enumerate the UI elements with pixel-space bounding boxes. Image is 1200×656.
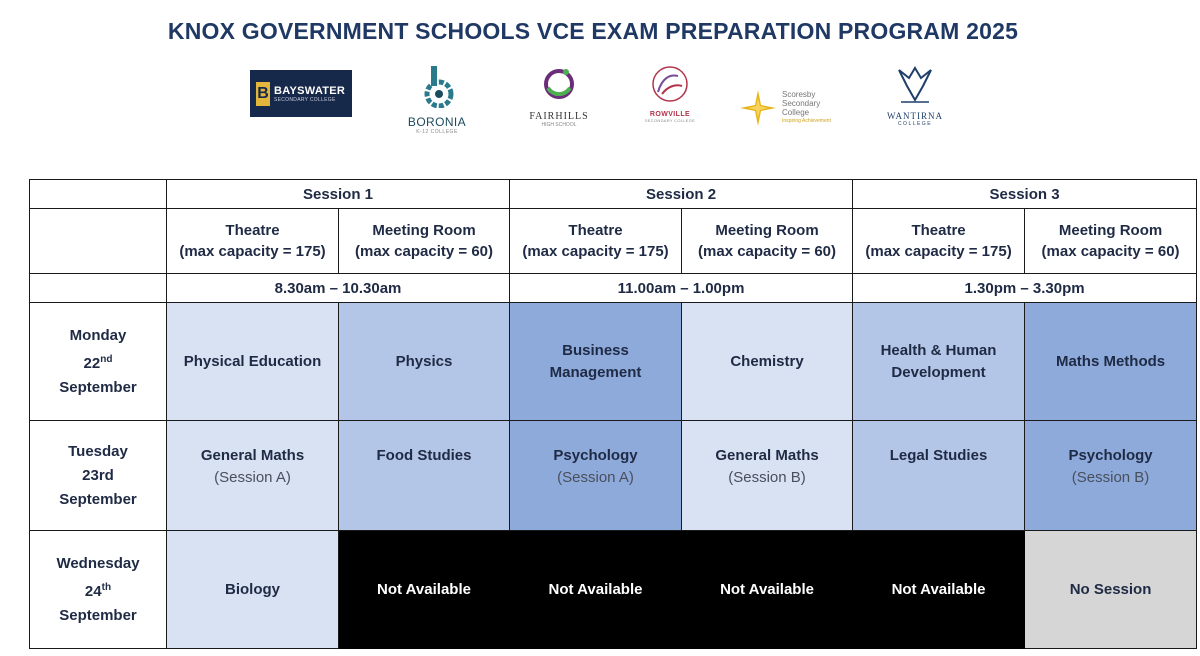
session-3-time: 1.30pm – 3.30pm <box>853 274 1197 303</box>
time-row <box>30 274 1197 303</box>
schedule-cell: Business Management <box>510 303 682 421</box>
wantirna-bird-icon <box>893 64 937 106</box>
schedule-cell: Health & Human Development <box>853 303 1025 421</box>
wantirna-sub: COLLEGE <box>897 121 933 127</box>
boronia-b-icon <box>417 66 457 108</box>
page-title: KNOX GOVERNMENT SCHOOLS VCE EXAM PREPARATION PROGRAM 2025 <box>167 18 1019 44</box>
scoresby-logo <box>738 72 842 144</box>
schedule-cell: Maths Methods <box>1025 303 1197 421</box>
scoresby-line2: Secondary <box>782 99 821 108</box>
rowville-logo <box>640 64 700 136</box>
session-2-time: 11.00am – 1.00pm <box>510 274 853 303</box>
rowville-name: ROWVILLE <box>649 111 691 118</box>
room-header-theatre: Theatre (max capacity = 175) <box>510 209 682 274</box>
rowville-emblem-icon <box>648 64 692 104</box>
day-row-wednesday <box>30 531 1197 649</box>
bayswater-sub: SECONDARY COLLEGE <box>274 96 336 103</box>
room-header-meeting: Meeting Room (max capacity = 60) <box>1025 209 1197 274</box>
boronia-logo <box>402 64 472 136</box>
session-2-header: Session 2 <box>510 180 853 209</box>
schedule-cell: Chemistry <box>682 303 853 421</box>
wantirna-logo <box>880 64 950 136</box>
unavailable-cell: Not Available <box>510 531 682 649</box>
scoresby-line1: Scoresby <box>782 90 816 99</box>
exam-schedule-table <box>29 179 1197 649</box>
bayswater-logo <box>250 70 352 117</box>
corner-cell <box>30 209 167 274</box>
schedule-cell: Psychology (Session B) <box>1025 421 1197 531</box>
day-label: Tuesday 23rd September <box>30 421 167 531</box>
day-row-monday <box>30 303 1197 421</box>
scoresby-line3: College <box>782 108 810 117</box>
fairhills-emblem-icon <box>539 64 579 104</box>
day-row-tuesday <box>30 421 1197 531</box>
fairhills-name: FAIRHILLS <box>529 111 589 122</box>
scoresby-tagline: Inspiring Achievement <box>782 118 831 124</box>
unavailable-cell: Not Available <box>853 531 1025 649</box>
no-session-cell: No Session <box>1025 531 1197 649</box>
schedule-cell: General Maths (Session A) <box>167 421 339 531</box>
schedule-cell: Food Studies <box>339 421 510 531</box>
school-logos <box>0 64 1200 144</box>
rowville-sub: SECONDARY COLLEGE <box>644 118 696 123</box>
room-header-meeting: Meeting Room (max capacity = 60) <box>339 209 510 274</box>
schedule-cell: Physical Education <box>167 303 339 421</box>
schedule-cell: Physics <box>339 303 510 421</box>
unavailable-cell: Not Available <box>682 531 853 649</box>
session-1-header: Session 1 <box>167 180 510 209</box>
corner-cell <box>30 274 167 303</box>
schedule-cell: Legal Studies <box>853 421 1025 531</box>
unavailable-cell: Not Available <box>339 531 510 649</box>
schedule-cell: Psychology (Session A) <box>510 421 682 531</box>
schedule-cell: Biology <box>167 531 339 649</box>
room-header-meeting: Meeting Room (max capacity = 60) <box>682 209 853 274</box>
wantirna-name: WANTIRNA <box>887 111 943 121</box>
bayswater-name: BAYSWATER <box>274 84 346 97</box>
day-label: Monday 22nd September <box>30 303 167 421</box>
room-header-theatre: Theatre (max capacity = 175) <box>167 209 339 274</box>
room-header-row <box>30 209 1197 274</box>
bayswater-mark: B <box>256 82 270 106</box>
session-3-header: Session 3 <box>853 180 1197 209</box>
schedule-cell: General Maths (Session B) <box>682 421 853 531</box>
boronia-sub: K-12 COLLEGE <box>416 129 458 135</box>
fairhills-sub: HIGH SCHOOL <box>541 122 577 128</box>
session-header-row <box>30 180 1197 209</box>
fairhills-logo <box>523 64 595 136</box>
corner-cell <box>30 180 167 209</box>
scoresby-star-icon <box>738 88 778 128</box>
session-1-time: 8.30am – 10.30am <box>167 274 510 303</box>
day-label: Wednesday 24th September <box>30 531 167 649</box>
boronia-name: BORONIA <box>407 115 467 129</box>
room-header-theatre: Theatre (max capacity = 175) <box>853 209 1025 274</box>
